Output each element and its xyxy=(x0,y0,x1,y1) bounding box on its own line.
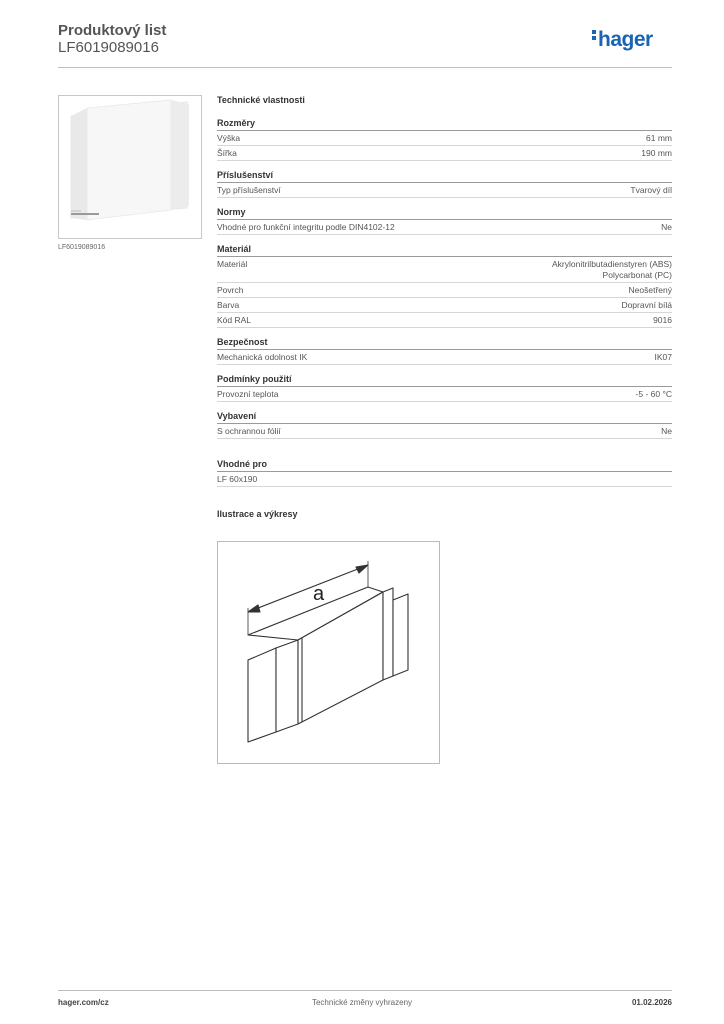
spec-label: Výška xyxy=(217,133,241,143)
section-heading: Materiál xyxy=(217,244,672,257)
spec-value: IK07 xyxy=(654,352,672,362)
section-heading: Normy xyxy=(217,207,672,220)
spec-value: Tvarový díl xyxy=(630,185,672,195)
spec-value xyxy=(552,259,672,281)
header-divider xyxy=(58,67,672,68)
spec-label: Materiál xyxy=(217,259,248,269)
spec-value: Neošetřený xyxy=(628,285,672,295)
spec-row xyxy=(217,313,672,328)
spec-label: LF 60x190 xyxy=(217,474,258,484)
spec-value: Ne xyxy=(661,222,672,232)
spec-value: Ne xyxy=(661,426,672,436)
footer-disclaimer: Technické změny vyhrazeny xyxy=(311,998,413,1007)
spec-section-accessories xyxy=(217,170,672,198)
spec-section-suitable-for xyxy=(217,459,672,487)
spec-label: Povrch xyxy=(217,285,244,295)
section-heading: Vhodné pro xyxy=(217,459,672,472)
spec-row xyxy=(217,298,672,313)
product-image-caption: LF6019089016 xyxy=(58,244,106,251)
section-heading: Příslušenství xyxy=(217,170,672,183)
logo-colon-icon xyxy=(592,30,596,42)
spec-label: S ochrannou fólií xyxy=(217,426,281,436)
section-heading: Rozměry xyxy=(217,118,672,131)
spec-label: Kód RAL xyxy=(217,315,252,325)
spec-section-material xyxy=(217,244,672,328)
spec-value: -5 - 60 °C xyxy=(635,389,672,399)
spec-row xyxy=(217,131,672,146)
footer-date: 01.02.2026 xyxy=(631,998,672,1007)
spec-section-conditions xyxy=(217,374,672,402)
spec-value: 190 mm xyxy=(641,148,672,158)
spec-value: Dopravní bílá xyxy=(621,300,672,310)
spec-row xyxy=(217,350,672,365)
spec-section-safety xyxy=(217,337,672,365)
spec-row xyxy=(217,387,672,402)
spec-label: Mechanická odolnost IK xyxy=(217,352,308,362)
spec-value: 61 mm xyxy=(646,133,672,143)
product-code: LF6019089016 xyxy=(58,39,159,56)
spec-row xyxy=(217,424,672,439)
spec-row xyxy=(217,283,672,298)
footer-website: hager.com/cz xyxy=(58,998,109,1007)
spec-row xyxy=(217,220,672,235)
logo-text: hager xyxy=(598,28,653,51)
footer-divider xyxy=(58,990,672,991)
spec-row xyxy=(217,183,672,198)
page-title: Produktový list xyxy=(58,22,167,39)
section-heading: Vybavení xyxy=(217,411,672,424)
spec-value-line: Polycarbonat (PC) xyxy=(602,270,672,280)
technical-specs xyxy=(217,95,672,519)
technical-drawing xyxy=(217,541,440,764)
section-heading: Podmínky použití xyxy=(217,374,672,387)
spec-value: 9016 xyxy=(653,315,672,325)
product-image xyxy=(58,95,202,239)
illustrations-title: Ilustrace a výkresy xyxy=(217,509,298,519)
spec-section-dimensions xyxy=(217,118,672,161)
spec-label: Barva xyxy=(217,300,240,310)
spec-label: Typ příslušenství xyxy=(217,185,281,195)
trunking-drawing-icon xyxy=(218,542,439,763)
section-heading: Bezpečnost xyxy=(217,337,672,350)
spec-row xyxy=(217,472,672,487)
spec-section-standards xyxy=(217,207,672,235)
spec-label: Šířka xyxy=(217,148,237,158)
hager-logo xyxy=(592,28,653,52)
spec-row xyxy=(217,257,672,283)
spec-label: Vhodné pro funkční integritu podle DIN4102-12 xyxy=(217,222,395,232)
specs-title: Technické vlastnosti xyxy=(217,95,305,105)
spec-value-line: Akrylonitrilbutadienstyren (ABS) xyxy=(552,259,672,269)
spec-row xyxy=(217,146,672,161)
spec-section-equipment xyxy=(217,411,672,439)
spec-label: Provozní teplota xyxy=(217,389,279,399)
dimension-label: a xyxy=(313,583,325,605)
product-photo-icon xyxy=(59,96,201,238)
